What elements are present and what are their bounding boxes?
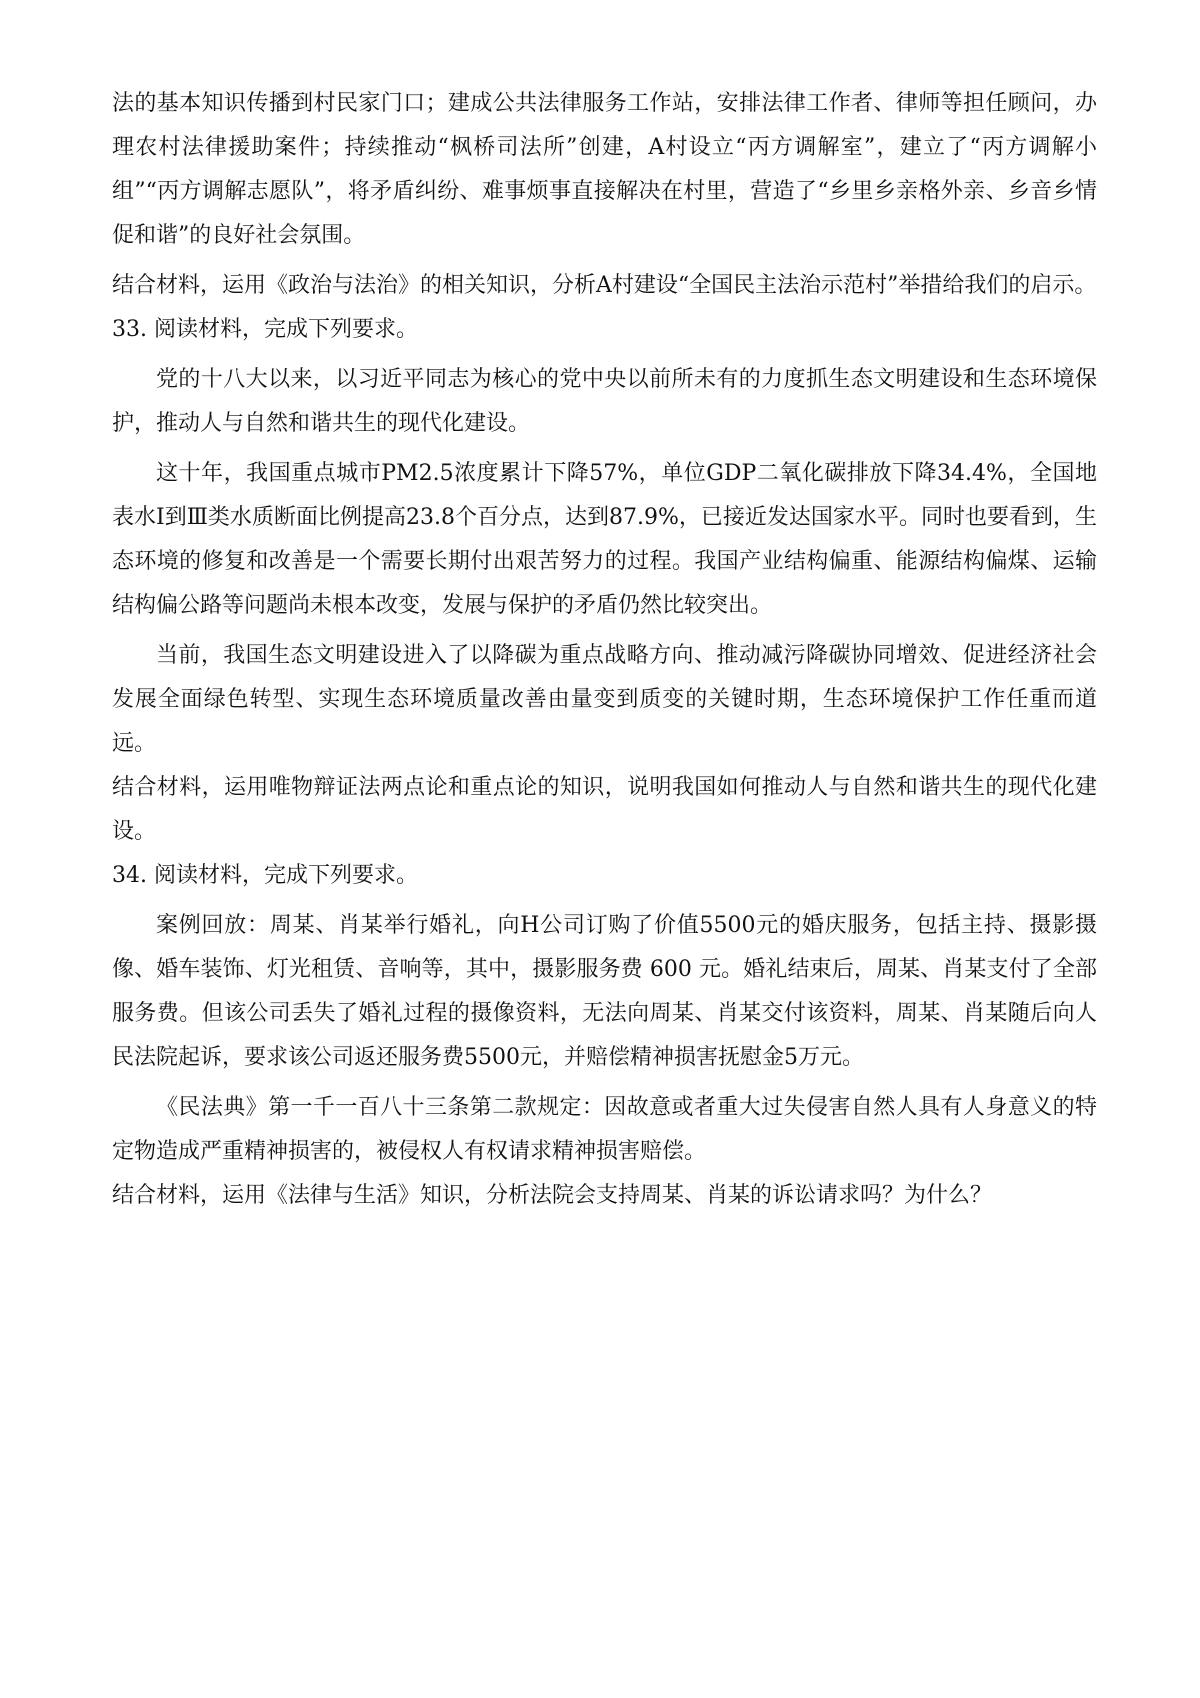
- q33-paragraph-3: 当前，我国生态文明建设进入了以降碳为重点战略方向、推动减污降碳协同增效、促进经济社会发展全面绿色转型、实现生态环境质量改善由量变到质变的关键时期，生态环境保护工作任重而道远。: [112, 643, 1097, 756]
- q33-title: 33. 阅读材料，完成下列要求。: [112, 317, 418, 342]
- q34-title: 34. 阅读材料，完成下列要求。: [112, 863, 418, 888]
- q34-paragraph-2: 《民法典》第一千一百八十三条第二款规定：因故意或者重大过失侵害自然人具有人身意义的特定物造成严重精神损害的，被侵权人有权请求精神损害赔偿。: [112, 1095, 1097, 1164]
- q33-paragraph-1: 党的十八大以来，以习近平同志为核心的党中央以前所未有的力度抓生态文明建设和生态环境保护，推动人与自然和谐共生的现代化建设。: [112, 367, 1097, 436]
- q33-paragraph-2: 这十年，我国重点城市PM2.5浓度累计下降57%，单位GDP二氧化碳排放下降34.4%，全国地表水Ⅰ到Ⅲ类水质断面比例提高23.8个百分点，达到87.9%，已接近发达国家水平。同时也要看到，生态环境的修复和改善是一个需要长期付出艰苦努力的过程。我国产业结构偏重、能源结构偏煤、运输结构偏公路等问题尚未根本改变，发展与保护的矛盾仍然比较突出。: [112, 461, 1097, 618]
- q32-prompt: 结合材料，运用《政治与法治》的相关知识，分析A村建设“全国民主法治示范村”举措给我们的启示。: [112, 273, 1097, 298]
- q34-paragraph-1: 案例回放：周某、肖某举行婚礼，向H公司订购了价值5500元的婚庆服务，包括主持、摄影摄像、婚车装饰、灯光租赁、音响等，其中，摄影服务费 600 元。婚礼结束后，周某、肖某支付了全部服务费。但该公司丢失了婚礼过程的摄像资料，无法向周某、肖某交付该资料，周某、肖某随后向人民法院起诉，要求该公司返还服务费5500元，并赔偿精神损害抚慰金5万元。: [112, 913, 1097, 1070]
- q32-material-continuation: 法的基本知识传播到村民家门口；建成公共法律服务工作站，安排法律工作者、律师等担任顾问，办理农村法律援助案件；持续推动“枫桥司法所”创建，A村设立“丙方调解室”，建立了“丙方调解小组”“丙方调解志愿队”，将矛盾纠纷、难事烦事直接解决在村里，营造了“乡里乡亲格外亲、乡音乡情促和谐”的良好社会氛围。: [112, 91, 1097, 248]
- document-body: [112, 82, 1097, 1218]
- q33-prompt: 结合材料，运用唯物辩证法两点论和重点论的知识，说明我国如何推动人与自然和谐共生的现代化建设。: [112, 775, 1097, 844]
- q34-prompt: 结合材料，运用《法律与生活》知识，分析法院会支持周某、肖某的诉讼请求吗？为什么？: [112, 1183, 993, 1208]
